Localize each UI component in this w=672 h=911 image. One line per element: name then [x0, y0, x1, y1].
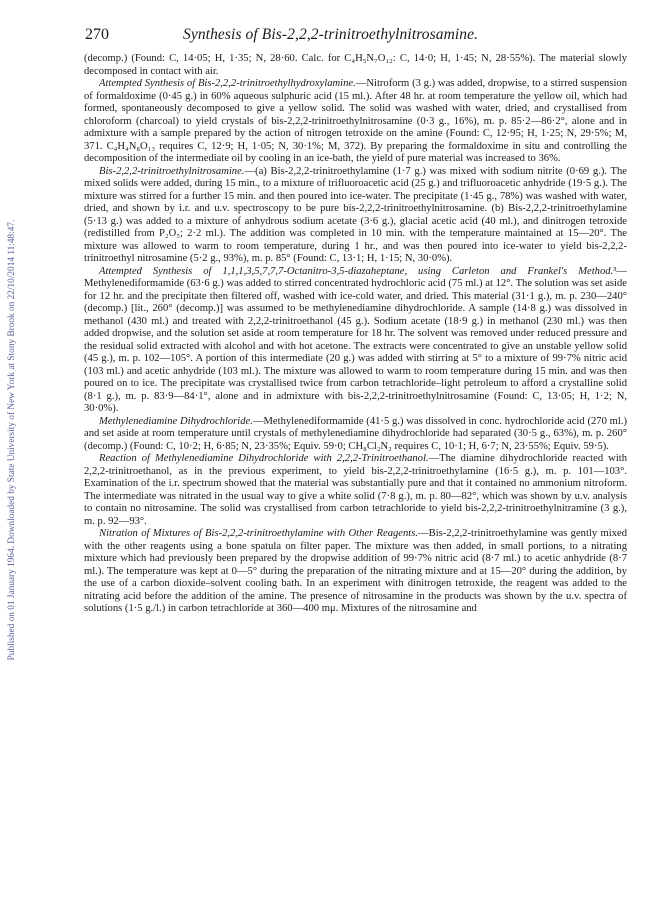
- paragraph-body: —The diamine dihydrochloride reacted with 2,2,2-trinitroethanol, as in the previous experiment, to yield bis-2,2,2-trinitroethylamine (16·5 g.), m. p. 101—103°. Examination of the i.r. spectrum showed that the material was substantially pure and that it contained no ammonium nitroform. The intermediate was nitrated in the usual way to give a white solid (7·8 g.), m. p. 80—82°, which was shown by u.v. analysis to contain no nitrosamine. The solid was crystallised from carbon tetrachloride to yield bis-2,2,2-trinitroethylnitramine (3 g.), m. p. 92—93°.: [84, 453, 628, 527]
- paragraph-body: —Bis-2,2,2-trinitroethylamine was gently mixed with the other reagents using a bone spatula on filter paper. The mixture was then added, in small portions, to a nitrating mixture which had previously been prepared by the dropwise addition of 99·7% nitric acid (8·7 ml.) to acetic anhydride (8·7 ml.). The temperature was kept at 0—5° during the preparation of the nitrating mixture and at 15—20° during the addition, by the use of a carbon dioxide–solvent cooling bath. In an experiment with dinitrogen tetroxide, the reagent was added to the nitrating acid before the addition of the amine. The presence of nitrosamine in the products was shown by the u.v. spectra of solutions (1·5 g./l.) in carbon tetrachloride at 360—400 mμ. Mixtures of the nitrosamine and: [84, 528, 627, 614]
- paragraph-trinitroethanol-reaction: [84, 453, 627, 528]
- paragraph-continuation: [84, 53, 627, 78]
- paragraph-body: ³—Methylenediformamide (63·6 g.) was added to stirred concentrated hydrochloric acid (75 ml.) at 12°. The solution was set aside for 12 hr. and the precipitate then filtered off, washed with ice-cold water, and dried. This material (31·1 g.), m. p. 230—240° (decomp.) [lit., 260° (decomp.)] was assumed to be methylenediamine dihydrochloride. A sample (14·8 g.) was dissolved in methanol (430 ml.) and treated with 2,2,2-trinitroethanol (45 g.). Sodium acetate (18·9 g.) in methanol (230 ml.) was then added dropwise, and the solution set aside at room temperature for 18 hr. The solvent was removed under reduced pressure and the residual solid extracted with alcohol and with hot acetone. The extracts were concentrated to give an unstable yellow solid (45 g.), m. p. 102—105°. A portion of this intermediate (20 g.) was added with stirring at 5° to a mixture of 99·7% nitric acid (103 ml.) and acetic anhydride (103 ml.). The mixture was allowed to warm to room temperature during 15 min. and was then poured on to ice. The precipitate was crystallised twice from carbon tetrachloride–light petroleum to afford a crystalline solid (8·1 g.), m. p. 83·9—84·1°, alone and in admixture with bis-2,2,2-trinitroethylnitrosamine (Found: C, 13·05; H, 1·2; N, 30·0%).: [84, 265, 627, 414]
- page-header: [85, 26, 627, 48]
- paragraph-nitrosamine: [84, 166, 627, 266]
- paragraph-body: —(a) Bis-2,2,2-trinitroethylamine (1·7 g.) was mixed with sodium nitrite (0·69 g.). The mixed solids were added, during 15 min., to a mixture of trifluoroacetic acid (25 g.) and trifluoroacetic anhydride (19·5 g.). The mixture was stirred for a further 15 min. and then poured into ice-water. The precipitate (1·45 g., 78%) was washed with water, dried, and shown by i.r. and u.v. spectroscopy to be pure bis-2,2,2-trinitroethylnitrosamine. (b) Bis-2,2,2-trinitroethylamine (5·13 g.) was added to a mixture of anhydrous sodium acetate (3·6 g.), glacial acetic acid (40 ml.), and dinitrogen tetroxide (redistilled from P₂O₅; 2·2 ml.). The addition was completed in 10 min. with the temperature maintained at 15—20°. The mixture was allowed to warm to room temperature, during 1 hr., and was then poured into ice-water to yield bis-2,2,2-trinitroethyl nitrosamine (5·2 g., 93%), m. p. 85° (Found: C, 13·1; H, 1·15; N, 30·0%).: [84, 165, 627, 264]
- download-notice-text: Published on 01 January 1964. Downloaded by State University of New York at Stony Brook on 22/10/2014 11:48:47.: [7, 219, 17, 661]
- paragraph-nitration-mixtures: [84, 528, 627, 616]
- paragraph-body: —Methylenediformamide (41·5 g.) was dissolved in conc. hydrochloride acid (270 ml.) and set aside at room temperature until crystals of methylenediamine dihydrochloride had separated (30·5 g., 63%), m. p. 260° (decomp.) (Found: C, 10·2; H, 6·85; N, 23·35%; Equiv. 59·0; CH₈Cl₂N₂ requires C, 10·1; H, 6·7; N, 23·55%; Equiv. 59·5).: [84, 415, 628, 452]
- paragraph-dihydrochloride: [84, 416, 627, 454]
- paragraph-body: (decomp.) (Found: C, 14·05; H, 1·35; N, 28·60. Calc. for C₄H₅N₇O₁₂: C, 14·0; H, 1·45; N, 28·55%). The material slowly decomposed in contact with air.: [84, 53, 627, 77]
- page-number: 270: [85, 26, 109, 43]
- section-heading: Nitration of Mixtures of Bis-2,2,2-trinitroethylamine with Other Reagents.: [99, 528, 419, 539]
- section-heading: Bis-2,2,2-trinitroethylnitrosamine.: [99, 165, 245, 177]
- section-heading: Attempted Synthesis of Bis-2,2,2-trinitroethylhydroxylamine.: [99, 78, 356, 89]
- paragraph-octanitro-synthesis: [84, 266, 627, 416]
- paragraph-hydroxylamine-synthesis: [84, 78, 627, 166]
- section-heading: Attempted Synthesis of 1,1,1,3,5,7,7,7-Octanitro-3,5-diazaheptane, using Carleton and Frankel's Method.: [99, 265, 614, 277]
- article-body: [84, 53, 627, 616]
- paragraph-body: —Nitroform (3 g.) was added, dropwise, to a stirred suspension of formaldoxime (0·45 g.) in 60% aqueous sulphuric acid (15 ml.). After 48 hr. at room temperature the yellow oil, which had formed, spontaneously decomposed to give a yellow solid. The solid was washed with water, dried, and crystallised from chloroform (charcoal) to yield crystals of bis-2,2,2-trinitroethylnitrosamine (0·3 g., 16%), m. p. 85·2—86·2°, alone and in admixture with a sample prepared by the action of nitrogen tetroxide on the amine (Found: C, 12·95; H, 1·25; N, 29·5%; M, 371. C₄H₄N₈O₁₃ requires C, 12·9; H, 1·05; N, 30·1%; M, 372). By preparing the formaldoxime in situ and controlling the decomposition of the intermediate oil by cooling in an ice-bath, the yield of pure material was increased to 36%.: [84, 78, 627, 164]
- download-notice-sidebar: [0, 0, 24, 911]
- running-title: Synthesis of Bis-2,2,2-trinitroethylnitrosamine.: [183, 26, 479, 43]
- section-heading: Reaction of Methylenediamine Dihydrochloride with 2,2,2-Trinitroethanol.: [99, 453, 429, 464]
- section-heading: Methylenediamine Dihydrochloride.: [99, 415, 253, 427]
